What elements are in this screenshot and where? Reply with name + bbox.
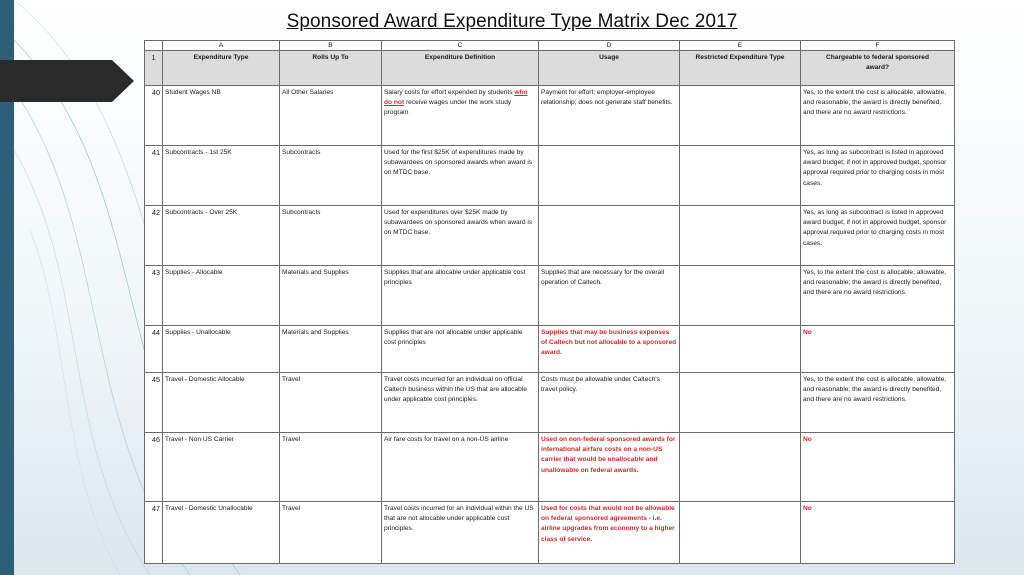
chargeable-text: Yes, as long as subcontract is listed in approved award budget; if not in approved budget, sponsor approval required prior to charging costs in most cases. xyxy=(803,149,947,187)
chargeable-text: Yes, to the extent the cost is allocable, allowable, and reasonable; the award is directly benefited, and there are no award restrictions. xyxy=(803,89,947,117)
chargeable-cell xyxy=(801,373,955,433)
table-row xyxy=(145,326,955,373)
definition-cell xyxy=(382,266,539,326)
usage-text: Costs must be allowable under Caltech's travel policy. xyxy=(541,376,660,394)
chargeable-cell xyxy=(801,146,955,206)
expenditure-type-cell: Subcontracts - Over 25K xyxy=(163,206,280,266)
expenditure-type-cell: Travel - Non US Carrier xyxy=(163,433,280,502)
row-number: 1 xyxy=(145,51,163,86)
row-number: 43 xyxy=(145,266,163,326)
chargeable-cell xyxy=(801,502,955,564)
definition-emphasis: who do not xyxy=(384,89,528,107)
rolls-up-to-cell: All Other Salaries xyxy=(280,86,382,146)
row-number: 40 xyxy=(145,86,163,146)
column-letter: B xyxy=(280,41,382,51)
chargeable-no-text: No xyxy=(803,436,812,443)
chargeable-no-text: No xyxy=(803,329,812,336)
usage-restricted-text: Used for costs that would not be allowable on federal sponsored agreements - i.e. airline upgrades from economy to a higher class of service. xyxy=(541,505,675,543)
expenditure-type-cell: Supplies - Allocable xyxy=(163,266,280,326)
header-usage: Usage xyxy=(539,51,680,86)
header-restricted-expenditure-type: Restricted Expenditure Type xyxy=(680,51,801,86)
usage-cell xyxy=(539,433,680,502)
definition-text: Supplies that are not allocable under applicable cost principles xyxy=(384,329,523,347)
row-number: 47 xyxy=(145,502,163,564)
column-letter: F xyxy=(801,41,955,51)
rolls-up-to-cell: Materials and Supplies xyxy=(280,266,382,326)
usage-cell xyxy=(539,502,680,564)
definition-cell xyxy=(382,373,539,433)
chargeable-cell xyxy=(801,86,955,146)
restricted-expenditure-cell xyxy=(680,326,801,373)
chargeable-cell xyxy=(801,266,955,326)
column-letter: E xyxy=(680,41,801,51)
usage-text: Payment for effort; employer-employee relationship; does not generate staff benefits. xyxy=(541,89,673,107)
chargeable-text: Yes, to the extent the cost is allocable, allowable, and reasonable; the award is directly benefited, and there are no award restrictions. xyxy=(803,269,947,297)
table-row xyxy=(145,433,955,502)
rolls-up-to-cell: Travel xyxy=(280,502,382,564)
rolls-up-to-cell: Materials and Supplies xyxy=(280,326,382,373)
expenditure-type-cell: Travel - Domestic Allocable xyxy=(163,373,280,433)
header-row xyxy=(145,51,955,86)
row-number: 46 xyxy=(145,433,163,502)
chargeable-no-text: No xyxy=(803,505,812,512)
definition-cell xyxy=(382,146,539,206)
chargeable-cell xyxy=(801,206,955,266)
row-number: 45 xyxy=(145,373,163,433)
usage-cell xyxy=(539,86,680,146)
column-letter: A xyxy=(163,41,280,51)
expenditure-type-cell: Student Wages NB xyxy=(163,86,280,146)
header-expenditure-definition: Expenditure Definition xyxy=(382,51,539,86)
arrow-tab-shape xyxy=(0,60,134,102)
rolls-up-to-cell: Travel xyxy=(280,373,382,433)
definition-text: Used for the first $25K of expenditures made by subawardees on sponsored awards when award is on MTDC base. xyxy=(384,149,533,177)
definition-text: Travel costs incurred for an individual on official Caltech business within the US that are allocable under applicable cost principles. xyxy=(384,376,527,404)
rolls-up-to-cell: Subcontracts xyxy=(280,206,382,266)
column-letter: D xyxy=(539,41,680,51)
column-letter: C xyxy=(382,41,539,51)
definition-text-end: receive wages under the work study program xyxy=(384,99,512,117)
row-number: 44 xyxy=(145,326,163,373)
table-row xyxy=(145,266,955,326)
row-number: 41 xyxy=(145,146,163,206)
restricted-expenditure-cell xyxy=(680,86,801,146)
expenditure-type-cell: Supplies - Unallocable xyxy=(163,326,280,373)
expenditure-type-cell: Travel - Domestic Unallocable xyxy=(163,502,280,564)
restricted-expenditure-cell xyxy=(680,146,801,206)
page-title: Sponsored Award Expenditure Type Matrix Dec 2017 xyxy=(286,11,738,32)
definition-text: Travel costs incurred for an individual within the US that are not allocable under applicable cost principles. xyxy=(384,505,534,533)
rolls-up-to-cell: Travel xyxy=(280,433,382,502)
restricted-expenditure-cell xyxy=(680,206,801,266)
rolls-up-to-cell: Subcontracts xyxy=(280,146,382,206)
header-rolls-up-to: Rolls Up To xyxy=(280,51,382,86)
expenditure-type-cell: Subcontracts - 1st 25K xyxy=(163,146,280,206)
column-letter-row xyxy=(145,41,955,51)
chargeable-text: Yes, to the extent the cost is allocable, allowable, and reasonable; the award is directly benefited, and there are no award restrictions. xyxy=(803,376,947,404)
definition-text: Salary costs for effort expended by students xyxy=(384,89,515,96)
usage-cell xyxy=(539,326,680,373)
expenditure-matrix-table xyxy=(144,40,955,564)
restricted-expenditure-cell xyxy=(680,373,801,433)
definition-cell xyxy=(382,326,539,373)
usage-text: Supplies that are necessary for the overall operation of Caltech. xyxy=(541,269,665,287)
usage-cell xyxy=(539,206,680,266)
usage-restricted-text: Used on non-federal sponsored awards for international airfare costs on a non-US carrier that would be unallocable and unallowable on federal awards. xyxy=(541,436,676,474)
definition-cell xyxy=(382,433,539,502)
table-row xyxy=(145,502,955,564)
table-row xyxy=(145,206,955,266)
restricted-expenditure-cell xyxy=(680,433,801,502)
definition-cell xyxy=(382,206,539,266)
table-row xyxy=(145,86,955,146)
header-expenditure-type: Expenditure Type xyxy=(163,51,280,86)
restricted-expenditure-cell xyxy=(680,266,801,326)
corner-cell xyxy=(145,41,163,51)
chargeable-cell xyxy=(801,326,955,373)
usage-cell xyxy=(539,373,680,433)
definition-cell xyxy=(382,86,539,146)
restricted-expenditure-cell xyxy=(680,502,801,564)
definition-text: Supplies that are allocable under applicable cost principles xyxy=(384,269,526,287)
definition-text: Used for expenditures over $25K made by subawardees on sponsored awards when award is on MTDC base. xyxy=(384,209,533,237)
table-row xyxy=(145,373,955,433)
chargeable-text: Yes, as long as subcontract is listed in approved award budget; if not in approved budget, sponsor approval required prior to charging costs in most cases. xyxy=(803,209,947,247)
usage-cell xyxy=(539,146,680,206)
usage-restricted-text: Supplies that may be business expenses of Caltech but not allocable to a sponsored award. xyxy=(541,329,677,357)
definition-cell xyxy=(382,502,539,564)
chargeable-cell xyxy=(801,433,955,502)
row-number: 42 xyxy=(145,206,163,266)
header-chargeable: Chargeable to federal sponsored award? xyxy=(801,51,955,86)
definition-text: Air fare costs for travel on a non-US airline xyxy=(384,436,509,443)
table-row xyxy=(145,146,955,206)
usage-cell xyxy=(539,266,680,326)
